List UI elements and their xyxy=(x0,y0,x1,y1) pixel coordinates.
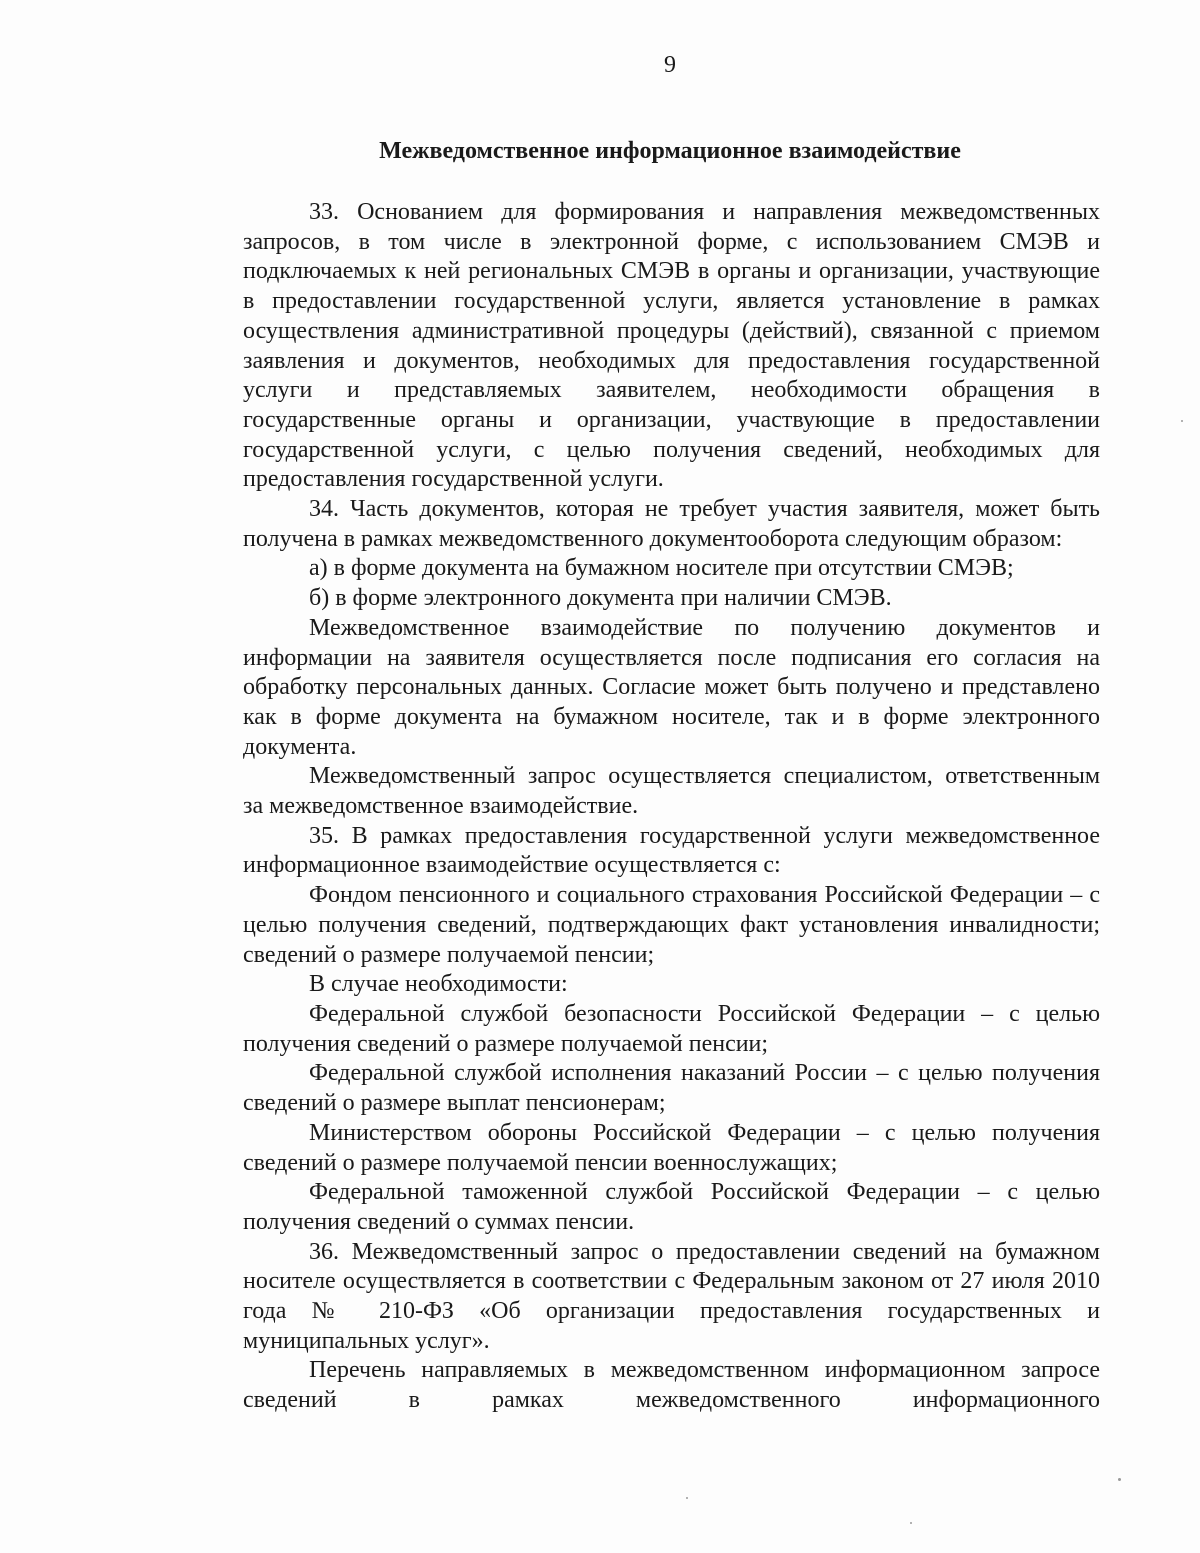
paragraph-fsb: Федеральной службой безопасности Российской Федерации – с целью получения сведений о размере получаемой пенсии; xyxy=(243,1000,1100,1057)
paragraph-pension-fund: Фондом пенсионного и социального страхования Российской Федерации – с целью получения сведений, подтверждающих факт установления инвалидности; сведений о размере получаемой пенсии; xyxy=(243,882,1100,968)
scan-speck xyxy=(1181,420,1183,422)
section-heading: Межведомственное информационное взаимодействие xyxy=(379,138,961,164)
paragraph-34a: а) в форме документа на бумажном носителе при отсутствии СМЭВ; xyxy=(309,555,1014,582)
document-body xyxy=(243,198,1100,1416)
paragraph-defense-ministry: Министерством обороны Российской Федерации – с целью получения сведений о размере получаемой пенсии военнослужащих; xyxy=(243,1119,1100,1176)
paragraph-33: 33. Основанием для формирования и направления межведомственных запросов, в том числе в электронной форме, с использованием СМЭВ и подключаемых к ней региональных СМЭВ в органы и организации, участвующие в предоставлении государственной услуги, является установление в рамках осуществления административной процедуры (действий), связанной с приемом заявления и документов, необходимых для предоставления государственной услуги и представляемых заявителем, необходимости обращения в государственные органы и организации, участвующие в предоставлении государственной услуги, с целью получения сведений, необходимых для предоставления государственной услуги. xyxy=(243,199,1100,493)
scan-speck xyxy=(910,1522,912,1524)
paragraph-interaction: Межведомственное взаимодействие по получению документов и информации на заявителя осуществляется после подписания его согласия на обработку персональных данных. Согласие может быть получено и представлено как в форме документа на бумажном носителе, так и в форме электронного документа. xyxy=(243,614,1100,760)
paragraph-request: Межведомственный запрос осуществляется специалистом, ответственным за межведомственное взаимодействие. xyxy=(243,763,1100,820)
paragraph-34b: б) в форме электронного документа при наличии СМЭВ. xyxy=(309,585,892,612)
paragraph-34: 34. Часть документов, которая не требует участия заявителя, может быть получена в рамках межведомственного документооборота следующим образом: xyxy=(243,496,1100,552)
scan-speck xyxy=(1118,1478,1121,1481)
page-number: 9 xyxy=(664,52,676,78)
paragraph-list-of-data: Перечень направляемых в межведомственном информационном запросе сведений в рамках межведомственного информационного xyxy=(243,1357,1100,1414)
paragraph-if-needed: В случае необходимости: xyxy=(309,971,568,998)
paragraph-fsin: Федеральной службой исполнения наказаний России – с целью получения сведений о размере выплат пенсионерам; xyxy=(243,1060,1100,1117)
paragraph-35: 35. В рамках предоставления государственной услуги межведомственное информационное взаимодействие осуществляется с: xyxy=(243,822,1100,879)
paragraph-customs: Федеральной таможенной службой Российской Федерации – с целью получения сведений о суммах пенсии. xyxy=(243,1179,1100,1235)
paragraph-36: 36. Межведомственный запрос о предоставлении сведений на бумажном носителе осуществляется в соответствии с Федеральным законом от 27 июля 2010 года № 210-ФЗ «Об организации предоставления государственных и муниципальных услуг». xyxy=(243,1238,1100,1354)
scan-speck xyxy=(686,1497,688,1499)
